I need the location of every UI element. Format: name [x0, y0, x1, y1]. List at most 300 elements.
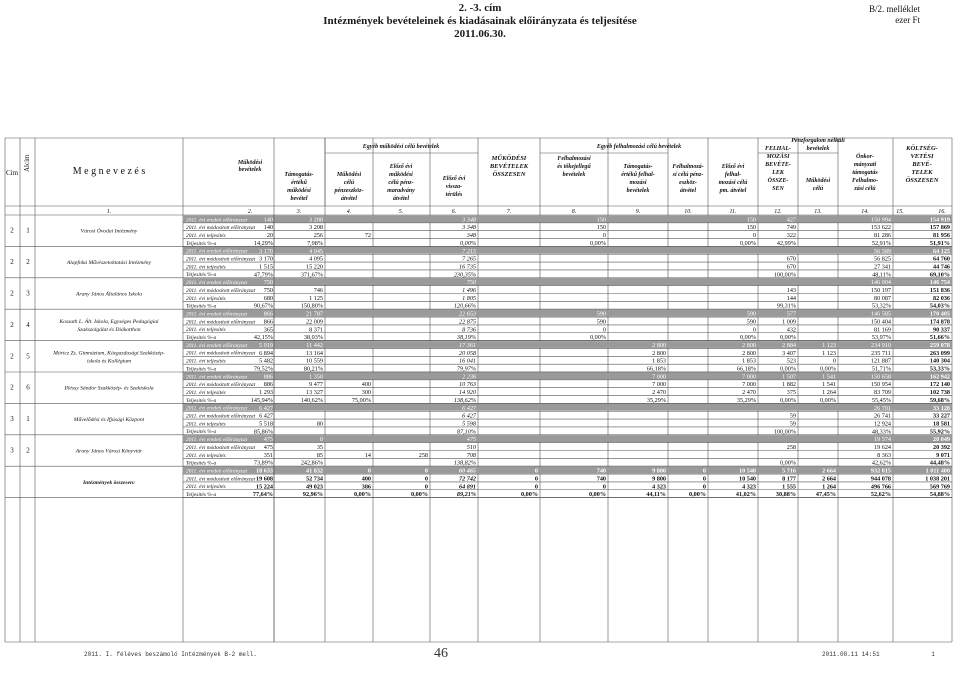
- row-type-label: 2011. évi teljesítés: [186, 327, 226, 334]
- cell-value: 1 805: [462, 294, 476, 302]
- cell-value: 0: [702, 467, 706, 475]
- cell-value: 0,00%: [820, 365, 836, 373]
- institution-name: Arany János Városi Könyvtár: [75, 448, 143, 455]
- cell-value: 258: [418, 451, 428, 459]
- col-number: 13.: [814, 209, 822, 215]
- cell-value: 670: [786, 255, 796, 263]
- cell-value: 300: [361, 389, 371, 397]
- cell-value: 30,88%: [775, 491, 796, 499]
- cell-value: 20 058: [458, 349, 476, 357]
- cell-value: 3 348: [462, 216, 476, 224]
- cell-value: 10 763: [458, 381, 476, 389]
- row-type-label: 2011. évi módosított előirányzat: [186, 319, 256, 326]
- cell-value: 0,00%: [353, 491, 371, 499]
- cell-value: 1 496: [462, 287, 476, 294]
- col-header-visszateriles: vissza-: [445, 184, 463, 190]
- institution-name: Kossuth L. Ált. Iskola, Egységes Pedagógiai: [59, 318, 159, 325]
- cell-value: 87,10%: [456, 428, 476, 436]
- row-type-label: 2011. évi eredeti előirányzat: [186, 311, 248, 318]
- cell-value: 322: [786, 232, 796, 240]
- row-type-label: Teljesítés %-a: [186, 429, 217, 436]
- cell-value: 79,52%: [253, 365, 273, 373]
- cell-value: 72 742: [458, 475, 476, 483]
- cell-value: 145,94%: [250, 396, 273, 404]
- cell-value: 6 427: [259, 412, 273, 420]
- institution-name: Alapfokú Művészetoktatási Intézmény: [66, 260, 152, 267]
- cell-value: 0,00%: [590, 239, 606, 247]
- cell-value: 6 427: [462, 404, 476, 412]
- original-plan-band: [183, 435, 952, 442]
- alcim-number: 2: [26, 258, 30, 267]
- col-header-tamogatas-felh: értékű felhal-: [621, 172, 655, 178]
- cell-value: 22 009: [305, 318, 323, 326]
- cell-value: 0: [367, 467, 371, 475]
- cim-number: 2: [10, 320, 14, 329]
- cell-value: 0,00%: [780, 334, 796, 342]
- alcim-number: 4: [26, 320, 30, 329]
- col-header-egyeb-felhalmozasi: Egyéb felhalmozási célú bevételek: [596, 144, 682, 150]
- col-header-tamogatas-felh: mozási: [629, 180, 647, 186]
- col-header-penz-felh: Felhalmo-: [851, 178, 879, 184]
- original-plan-band: [183, 467, 952, 474]
- cell-value: 53,97%: [871, 334, 891, 342]
- cell-value: 170 405: [929, 310, 950, 318]
- cell-value: 121 887: [870, 357, 891, 365]
- cell-value: 234 910: [870, 341, 891, 349]
- col-header-koltsegvetesi: VETÉSI: [910, 153, 934, 160]
- cell-value: 0,00%: [590, 334, 606, 342]
- row-type-label: 2011. évi teljesítés: [186, 452, 226, 459]
- cell-value: 80 087: [873, 294, 891, 302]
- original-plan-band: [183, 310, 952, 317]
- cell-value: 55,92%: [929, 428, 950, 436]
- cell-value: 0,00%: [780, 459, 796, 467]
- col-number: 7.: [506, 209, 512, 215]
- cell-value: 1 264: [822, 389, 836, 397]
- row-type-label: Teljesítés %-a: [186, 240, 217, 247]
- cell-value: 20 049: [932, 436, 950, 444]
- cell-value: 10 540: [738, 475, 756, 483]
- cell-value: 81 169: [873, 326, 891, 334]
- col-header-tamogatas: bevétel: [290, 196, 308, 202]
- cell-value: 10 540: [738, 467, 756, 475]
- row-type-label: 2011. évi módosított előirányzat: [186, 413, 256, 420]
- col-header-visszateriles: Előző évi: [442, 176, 466, 182]
- footer-timestamp: [822, 651, 935, 658]
- cell-value: 44 746: [932, 263, 950, 271]
- col-header-elozo-felh: felhal-: [724, 172, 742, 178]
- cell-value: 475: [466, 436, 476, 444]
- col-header-mukodesi-celu: Működési: [336, 172, 362, 178]
- row-type-label: Teljesítés %-a: [186, 366, 217, 373]
- row-type-label: 2011. évi módosított előirányzat: [186, 350, 256, 357]
- cell-value: 670: [786, 263, 796, 271]
- col-header-elozo-felh: mozási célú: [718, 180, 748, 186]
- col-header-egyeb-mukodesi: Egyéb működési célú bevételek: [362, 144, 440, 150]
- cell-value: 72: [364, 232, 371, 240]
- row-type-label: Teljesítés %-a: [186, 303, 217, 310]
- cell-value: 8 363: [877, 451, 891, 459]
- cell-value: 38,19%: [456, 334, 476, 342]
- row-type-label: 2011. évi módosított előirányzat: [186, 382, 256, 389]
- cell-value: 886: [263, 381, 273, 389]
- col-number: 9.: [635, 209, 641, 215]
- cell-value: 20: [266, 232, 273, 240]
- row-type-label: 2011. évi módosított előirányzat: [186, 256, 256, 263]
- original-plan-band: [183, 216, 952, 223]
- cell-value: 18 633: [255, 467, 273, 475]
- alcim-number: 3: [26, 289, 30, 298]
- original-plan-band: [183, 373, 952, 380]
- cell-value: 750: [466, 279, 476, 287]
- cell-value: 14,29%: [253, 239, 273, 247]
- cell-value: 0: [534, 467, 538, 475]
- col-number: 1.: [106, 209, 112, 215]
- cell-value: 64 760: [932, 255, 950, 263]
- cell-value: 4 045: [309, 247, 323, 255]
- col-header-penz-felh: zási célú: [854, 186, 876, 192]
- cell-value: 1 011 400: [925, 467, 950, 475]
- original-plan-band: [183, 341, 952, 348]
- cell-value: 44,11%: [646, 491, 666, 499]
- cell-value: 15 220: [305, 263, 323, 271]
- row-type-label: 2011. évi teljesítés: [186, 232, 226, 239]
- col-header-felh-penz: si célú pénz-: [672, 172, 704, 178]
- cell-value: 3 170: [259, 255, 273, 263]
- col-number: 16.: [938, 209, 946, 215]
- row-type-label: 2011. évi eredeti előirányzat: [186, 437, 248, 444]
- cell-value: 740: [596, 467, 606, 475]
- col-number: 8.: [571, 209, 577, 215]
- alcim-number: 1: [26, 415, 30, 424]
- row-type-label: 2011. évi eredeti előirányzat: [186, 374, 248, 381]
- cell-value: 51,66%: [929, 334, 950, 342]
- cell-value: 235 711: [871, 349, 891, 357]
- cell-value: 146 585: [870, 310, 891, 318]
- institution-name: Arany János Általános Iskola: [75, 291, 143, 298]
- institution-name: Szakszolgálat és Diákotthon: [77, 326, 141, 333]
- cell-value: 0,00%: [820, 396, 836, 404]
- cell-value: 0,00%: [740, 334, 756, 342]
- cell-value: 258: [786, 444, 796, 451]
- cell-value: 0: [832, 357, 836, 365]
- cell-value: 256: [313, 232, 323, 240]
- cell-value: 866: [263, 310, 273, 318]
- cell-value: 18 581: [932, 420, 950, 428]
- cell-value: 5 716: [782, 467, 796, 475]
- cell-value: 59,68%: [929, 396, 950, 404]
- cell-value: 1 882: [782, 381, 796, 389]
- cell-value: 1 541: [822, 373, 836, 381]
- row-type-label: 2011. évi teljesítés: [186, 484, 226, 491]
- cell-value: 1 350: [309, 373, 323, 381]
- col-header-tamogatas-felh: bevételek: [626, 188, 650, 194]
- cell-value: 9 477: [309, 381, 323, 389]
- cim-number: 2: [10, 383, 14, 392]
- cell-value: 49 023: [305, 483, 323, 491]
- cell-value: 17 361: [458, 341, 476, 349]
- col-header-onkormanyzati: támogatás: [852, 170, 878, 176]
- cell-value: 140,62%: [300, 396, 323, 404]
- cell-value: 6 894: [259, 349, 273, 357]
- cim-number: 2: [10, 226, 14, 235]
- col-header-mukodesi-bevetelek: Működési: [237, 160, 263, 166]
- cell-value: 9 071: [936, 451, 950, 459]
- cell-value: 1 507: [782, 373, 796, 381]
- cell-value: 2 800: [652, 341, 666, 349]
- original-plan-band: [183, 247, 952, 254]
- cell-value: 53,32%: [871, 302, 891, 310]
- cell-value: 64 125: [932, 247, 950, 255]
- cell-value: 100,00%: [773, 428, 796, 436]
- cell-value: 5 919: [259, 341, 273, 349]
- col-number: 5.: [398, 209, 404, 215]
- cell-value: 120,66%: [453, 302, 476, 310]
- row-type-label: 2011. évi eredeti előirányzat: [186, 248, 248, 255]
- cell-value: 48,11%: [872, 271, 891, 279]
- cell-value: 66,18%: [646, 365, 666, 373]
- cell-value: 496 766: [870, 483, 891, 491]
- cell-value: 1 541: [822, 381, 836, 389]
- cell-value: 7 000: [652, 381, 666, 389]
- cell-value: 79,97%: [456, 365, 476, 373]
- cell-value: 263 099: [929, 349, 950, 357]
- cell-value: 10 559: [305, 357, 323, 365]
- cim-number: 2: [10, 258, 14, 267]
- institution-name: Művelődési és Ifjúsági Központ: [73, 417, 145, 424]
- cell-value: 2 664: [822, 475, 836, 483]
- cell-value: 35,29%: [646, 396, 666, 404]
- col-number: 3.: [296, 209, 302, 215]
- timestamp: 2011.08.11 14:51: [822, 651, 880, 658]
- cell-value: 66,18%: [736, 365, 756, 373]
- cell-value: 7,98%: [307, 239, 323, 247]
- col-header-penzforgalom: bevételek: [806, 146, 830, 152]
- col-header-megnevezes: M e g n e v e z é s: [72, 166, 146, 177]
- cell-value: 1 515: [259, 263, 273, 271]
- document-title: Intézmények bevételeinek és kiadásainak előirányzata és teljesítése: [323, 15, 637, 27]
- cell-value: 150: [596, 216, 606, 224]
- cell-value: 60 465: [458, 467, 476, 475]
- col-header-elozo-evi: átvétel: [393, 196, 409, 202]
- cell-value: 0,00%: [410, 491, 428, 499]
- row-type-label: Teljesítés %-a: [186, 460, 217, 467]
- cell-value: 54,88%: [929, 491, 950, 499]
- cell-value: 708: [466, 451, 476, 459]
- cell-value: 35,29%: [736, 396, 756, 404]
- row-type-label: 2011. évi teljesítés: [186, 295, 226, 302]
- cell-value: 2 800: [742, 349, 756, 357]
- cell-value: 0,00%: [688, 491, 706, 499]
- col-number: 4.: [346, 209, 352, 215]
- col-header-tamogatas: értékű: [291, 180, 307, 186]
- cell-value: 150 197: [870, 287, 891, 294]
- cell-value: 100,00%: [773, 271, 796, 279]
- cell-value: 5 482: [259, 357, 273, 365]
- unit-label: ezer Ft: [895, 15, 920, 25]
- cell-value: 1 853: [742, 357, 756, 365]
- cell-value: 0,00%: [520, 491, 538, 499]
- institution-name: iskola és Kollégium: [86, 358, 132, 365]
- cell-value: 15 224: [255, 483, 273, 491]
- cell-value: 590: [596, 318, 606, 326]
- cell-value: 33 128: [932, 404, 950, 412]
- cell-value: 52,91%: [871, 239, 891, 247]
- cell-value: 59: [789, 420, 796, 428]
- cell-value: 932 015: [870, 467, 891, 475]
- cell-value: 944 078: [870, 475, 891, 483]
- cell-value: 1 555: [782, 483, 796, 491]
- row-type-label: 2011. évi eredeti előirányzat: [186, 468, 248, 475]
- cell-value: 146 754: [929, 279, 950, 287]
- cell-value: 42,15%: [253, 334, 273, 342]
- cell-value: 47,45%: [815, 491, 836, 499]
- cell-value: 0: [602, 326, 606, 334]
- cell-value: 3 348: [462, 224, 476, 232]
- cell-value: 0: [702, 475, 706, 483]
- cell-value: 82 036: [932, 294, 950, 302]
- col-number: 11.: [729, 209, 737, 215]
- cell-value: 102 738: [929, 389, 950, 397]
- cim-number: 2: [10, 352, 14, 361]
- cell-value: 8 371: [309, 326, 323, 334]
- col-number: 15.: [896, 209, 904, 215]
- col-number: 12.: [774, 209, 782, 215]
- cell-value: 7 000: [742, 381, 756, 389]
- cell-value: 6 427: [462, 412, 476, 420]
- cell-value: 11 442: [306, 341, 323, 349]
- cell-value: 0: [319, 436, 323, 444]
- cell-value: 51,91%: [929, 239, 950, 247]
- cell-value: 138,62%: [453, 396, 476, 404]
- cell-value: 2 800: [742, 341, 756, 349]
- row-type-label: 2011. évi módosított előirányzat: [186, 287, 256, 294]
- cell-value: 21 787: [305, 310, 323, 318]
- cell-value: 14: [364, 451, 371, 459]
- cell-value: 371,67%: [300, 271, 323, 279]
- cell-value: 16 041: [458, 357, 476, 365]
- cell-value: 590: [746, 310, 756, 318]
- cell-value: 53,33%: [929, 365, 950, 373]
- cell-value: 9 800: [652, 467, 666, 475]
- cell-value: 510: [466, 444, 476, 451]
- col-header-koltsegvetesi: KÖLTSÉG-: [906, 145, 938, 152]
- cell-value: 7 000: [652, 373, 666, 381]
- cell-value: 81 956: [932, 232, 950, 240]
- cell-value: 9 800: [652, 475, 666, 483]
- col-header-mukodesi-celu: pénzeszköz-: [334, 188, 364, 194]
- cell-value: 59: [789, 412, 796, 420]
- cell-value: 0,00%: [740, 239, 756, 247]
- institution-name: Móricz Zs. Gimnázium, Közgazdasági Szakközép-: [53, 350, 165, 357]
- cell-value: 150: [596, 224, 606, 232]
- document-date: 2011.06.30.: [454, 28, 506, 40]
- cell-value: 4 323: [652, 483, 666, 491]
- cell-value: 69,10%: [929, 271, 950, 279]
- col-header-mukodesi-osszesen: BEVÉTELEK: [489, 163, 529, 170]
- cell-value: 0: [602, 232, 606, 240]
- col-number: 2.: [247, 209, 253, 215]
- cell-value: 162 942: [929, 373, 950, 381]
- cell-value: 7 265: [462, 255, 476, 263]
- cell-value: 400: [361, 381, 371, 389]
- cell-value: 886: [263, 373, 273, 381]
- cell-value: 750: [263, 287, 273, 294]
- cell-value: 38,03%: [303, 334, 323, 342]
- cell-value: 1 123: [822, 341, 836, 349]
- cell-value: 22 653: [458, 310, 476, 318]
- cell-value: 4 095: [309, 255, 323, 263]
- col-header-onkormanyzati: Önkor-: [855, 154, 875, 160]
- cell-value: 1 038 201: [925, 475, 950, 483]
- cell-value: 56 825: [873, 255, 891, 263]
- row-type-label: 2011. évi eredeti előirányzat: [186, 280, 248, 287]
- cell-value: 144: [786, 294, 796, 302]
- cell-value: 7 215: [462, 247, 476, 255]
- cell-value: 153 622: [870, 224, 891, 232]
- cell-value: 150 404: [870, 318, 891, 326]
- cell-value: 2 470: [742, 389, 756, 397]
- cell-value: 2 800: [652, 349, 666, 357]
- cell-value: 0: [752, 326, 756, 334]
- col-header-felh-osszesen: FELHAL-: [764, 146, 792, 152]
- col-header-felh-penz: átvétel: [680, 188, 696, 194]
- col-header-mukodesi-osszesen: ÖSSZESEN: [492, 171, 526, 178]
- cell-value: 90 337: [932, 326, 950, 334]
- row-type-label: Teljesítés %-a: [186, 335, 217, 341]
- cell-value: 151 836: [929, 287, 950, 294]
- cell-value: 13 164: [305, 349, 323, 357]
- cell-value: 146 004: [870, 279, 891, 287]
- cell-value: 56 589: [873, 247, 891, 255]
- cell-value: 150: [746, 216, 756, 224]
- col-header-elozo-evi: Előző évi: [389, 164, 413, 170]
- sheet-number: 1: [931, 651, 935, 658]
- col-header-elozo-evi: célú pénz-: [388, 180, 414, 186]
- col-header-penzforgalom: Pénzforgalom nélküli: [791, 138, 845, 144]
- cell-value: 19 624: [873, 444, 891, 451]
- cell-value: 89,21%: [456, 491, 476, 499]
- cell-value: 746: [313, 287, 323, 294]
- cell-value: 81 286: [873, 232, 891, 240]
- cell-value: 680: [263, 294, 273, 302]
- col-header-felh-osszesen: SEN: [772, 186, 784, 192]
- row-type-label: 2011. évi eredeti előirányzat: [186, 217, 248, 224]
- row-type-label: Teljesítés %-a: [186, 272, 217, 279]
- cell-value: 150,80%: [300, 302, 323, 310]
- cell-value: 140: [263, 216, 273, 224]
- cell-value: 26 701: [873, 404, 891, 412]
- cell-value: 0: [752, 232, 756, 240]
- row-type-label: 2011. évi módosított előirányzat: [186, 476, 256, 483]
- cell-value: 750: [263, 279, 273, 287]
- cell-value: 42,62%: [871, 459, 891, 467]
- col-header-tamogatas: Támogatás-: [284, 172, 314, 178]
- cell-value: 4 323: [742, 483, 756, 491]
- cell-value: 0,00%: [780, 365, 796, 373]
- cell-value: 0,00%: [588, 491, 606, 499]
- col-header-felhalmozasi: és tőkejellegű: [557, 164, 591, 170]
- cell-value: 365: [263, 326, 273, 334]
- cell-value: 569 769: [929, 483, 950, 491]
- alcim-number: 2: [26, 446, 30, 455]
- col-header-mukodesi-celu: célú: [343, 180, 355, 186]
- cell-value: 0: [702, 483, 706, 491]
- institution-name: Intézmények összesen:: [82, 479, 136, 486]
- cell-value: 749: [786, 224, 796, 232]
- cell-value: 0,00%: [780, 396, 796, 404]
- cell-value: 41 832: [305, 467, 323, 475]
